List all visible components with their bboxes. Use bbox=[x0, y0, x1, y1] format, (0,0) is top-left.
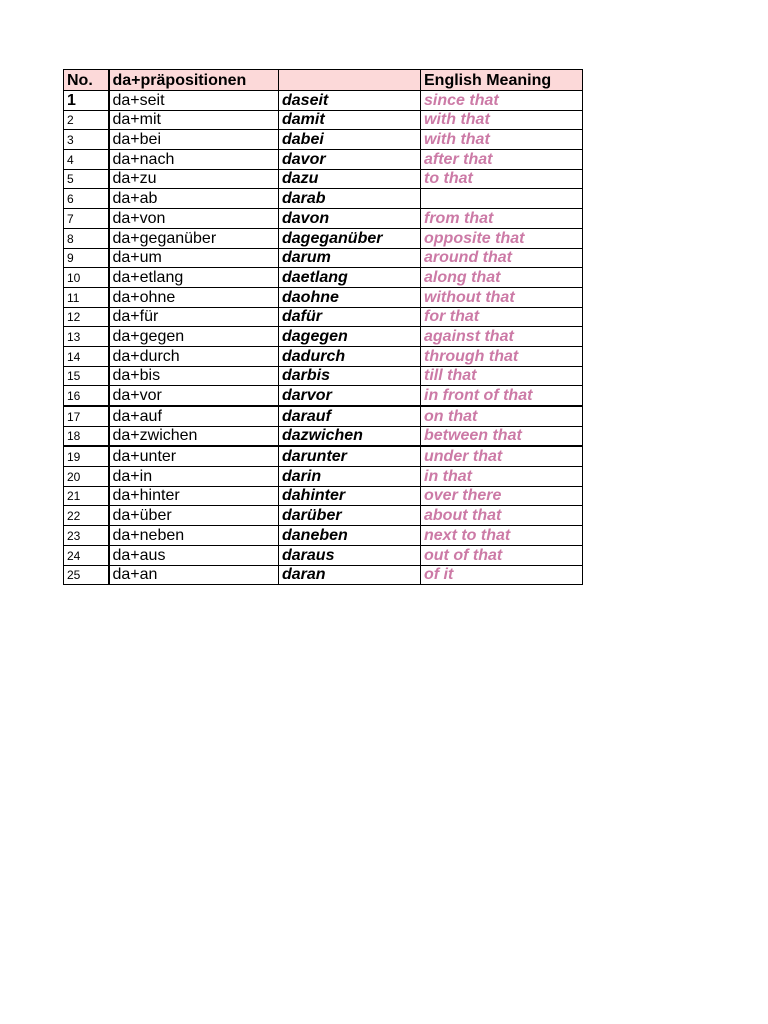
row-da-word: damit bbox=[279, 110, 421, 130]
row-number: 11 bbox=[64, 287, 109, 307]
row-da-word: darauf bbox=[279, 406, 421, 426]
table-row bbox=[64, 426, 583, 446]
row-number: 17 bbox=[64, 406, 109, 426]
row-preposition: da+um bbox=[109, 248, 279, 268]
table-row bbox=[64, 169, 583, 189]
row-english-meaning: through that bbox=[421, 346, 583, 366]
row-da-word: daseit bbox=[279, 91, 421, 111]
header-prepositions: da+präpositionen bbox=[109, 70, 279, 91]
row-preposition: da+bei bbox=[109, 130, 279, 150]
row-english-meaning: over there bbox=[421, 486, 583, 506]
row-da-word: dadurch bbox=[279, 346, 421, 366]
row-da-word: darüber bbox=[279, 506, 421, 526]
table-row bbox=[64, 446, 583, 466]
row-english-meaning: under that bbox=[421, 446, 583, 466]
table-row bbox=[64, 545, 583, 565]
row-preposition: da+auf bbox=[109, 406, 279, 426]
row-number: 15 bbox=[64, 366, 109, 386]
row-number: 22 bbox=[64, 506, 109, 526]
table-row bbox=[64, 150, 583, 170]
row-number: 24 bbox=[64, 545, 109, 565]
row-preposition: da+ab bbox=[109, 189, 279, 209]
row-preposition: da+seit bbox=[109, 91, 279, 111]
prepositions-table bbox=[63, 69, 583, 585]
row-preposition: da+an bbox=[109, 565, 279, 585]
header-english-meaning: English Meaning bbox=[421, 70, 583, 91]
row-preposition: da+bis bbox=[109, 366, 279, 386]
row-number: 9 bbox=[64, 248, 109, 268]
row-da-word: dazu bbox=[279, 169, 421, 189]
row-preposition: da+etlang bbox=[109, 268, 279, 288]
row-number: 5 bbox=[64, 169, 109, 189]
row-english-meaning: without that bbox=[421, 287, 583, 307]
row-number: 25 bbox=[64, 565, 109, 585]
row-english-meaning: for that bbox=[421, 307, 583, 327]
table-header-row bbox=[64, 70, 583, 91]
row-da-word: daraus bbox=[279, 545, 421, 565]
table-row bbox=[64, 565, 583, 585]
row-number: 10 bbox=[64, 268, 109, 288]
row-da-word: dageganüber bbox=[279, 228, 421, 248]
row-english-meaning: in that bbox=[421, 467, 583, 487]
table-row bbox=[64, 228, 583, 248]
table-row bbox=[64, 268, 583, 288]
row-english-meaning: on that bbox=[421, 406, 583, 426]
row-number: 16 bbox=[64, 386, 109, 406]
row-number: 21 bbox=[64, 486, 109, 506]
row-da-word: daetlang bbox=[279, 268, 421, 288]
table-row bbox=[64, 307, 583, 327]
row-english-meaning: till that bbox=[421, 366, 583, 386]
row-english-meaning: with that bbox=[421, 130, 583, 150]
table-row bbox=[64, 526, 583, 546]
row-da-word: darum bbox=[279, 248, 421, 268]
row-preposition: da+neben bbox=[109, 526, 279, 546]
row-english-meaning: around that bbox=[421, 248, 583, 268]
row-preposition: da+ohne bbox=[109, 287, 279, 307]
row-da-word: dabei bbox=[279, 130, 421, 150]
row-da-word: davor bbox=[279, 150, 421, 170]
row-da-word: darin bbox=[279, 467, 421, 487]
row-number: 23 bbox=[64, 526, 109, 546]
header-blank bbox=[279, 70, 421, 91]
table-row bbox=[64, 486, 583, 506]
row-preposition: da+durch bbox=[109, 346, 279, 366]
row-number: 8 bbox=[64, 228, 109, 248]
row-number: 7 bbox=[64, 209, 109, 229]
row-preposition: da+geganüber bbox=[109, 228, 279, 248]
row-number: 18 bbox=[64, 426, 109, 446]
row-english-meaning: along that bbox=[421, 268, 583, 288]
row-da-word: darvor bbox=[279, 386, 421, 406]
table-row bbox=[64, 287, 583, 307]
table-row bbox=[64, 386, 583, 406]
row-da-word: darbis bbox=[279, 366, 421, 386]
row-da-word: dahinter bbox=[279, 486, 421, 506]
table-row bbox=[64, 346, 583, 366]
row-preposition: da+hinter bbox=[109, 486, 279, 506]
row-da-word: davon bbox=[279, 209, 421, 229]
row-english-meaning: to that bbox=[421, 169, 583, 189]
row-preposition: da+gegen bbox=[109, 327, 279, 347]
row-number: 19 bbox=[64, 446, 109, 466]
table-row bbox=[64, 91, 583, 111]
row-da-word: dagegen bbox=[279, 327, 421, 347]
row-english-meaning: of it bbox=[421, 565, 583, 585]
row-preposition: da+in bbox=[109, 467, 279, 487]
row-preposition: da+zwichen bbox=[109, 426, 279, 446]
row-english-meaning bbox=[421, 189, 583, 209]
row-preposition: da+aus bbox=[109, 545, 279, 565]
table-row bbox=[64, 467, 583, 487]
row-english-meaning: in front of that bbox=[421, 386, 583, 406]
table-row bbox=[64, 366, 583, 386]
row-number: 14 bbox=[64, 346, 109, 366]
row-english-meaning: about that bbox=[421, 506, 583, 526]
row-number: 2 bbox=[64, 110, 109, 130]
row-english-meaning: from that bbox=[421, 209, 583, 229]
row-number: 6 bbox=[64, 189, 109, 209]
header-no: No. bbox=[64, 70, 109, 91]
row-number: 4 bbox=[64, 150, 109, 170]
row-preposition: da+vor bbox=[109, 386, 279, 406]
row-english-meaning: against that bbox=[421, 327, 583, 347]
row-preposition: da+von bbox=[109, 209, 279, 229]
row-da-word: dazwichen bbox=[279, 426, 421, 446]
row-number: 20 bbox=[64, 467, 109, 487]
row-preposition: da+nach bbox=[109, 150, 279, 170]
row-number: 3 bbox=[64, 130, 109, 150]
row-da-word: daohne bbox=[279, 287, 421, 307]
row-preposition: da+zu bbox=[109, 169, 279, 189]
table-row bbox=[64, 110, 583, 130]
table-row bbox=[64, 327, 583, 347]
table-row bbox=[64, 506, 583, 526]
table-row bbox=[64, 406, 583, 426]
row-english-meaning: after that bbox=[421, 150, 583, 170]
table-row bbox=[64, 130, 583, 150]
row-number: 1 bbox=[64, 91, 109, 111]
row-da-word: daneben bbox=[279, 526, 421, 546]
row-english-meaning: with that bbox=[421, 110, 583, 130]
row-english-meaning: since that bbox=[421, 91, 583, 111]
row-preposition: da+für bbox=[109, 307, 279, 327]
row-preposition: da+unter bbox=[109, 446, 279, 466]
row-da-word: dafür bbox=[279, 307, 421, 327]
row-preposition: da+über bbox=[109, 506, 279, 526]
row-number: 12 bbox=[64, 307, 109, 327]
table-row bbox=[64, 209, 583, 229]
row-english-meaning: opposite that bbox=[421, 228, 583, 248]
row-number: 13 bbox=[64, 327, 109, 347]
row-da-word: darunter bbox=[279, 446, 421, 466]
row-english-meaning: between that bbox=[421, 426, 583, 446]
row-english-meaning: out of that bbox=[421, 545, 583, 565]
row-english-meaning: next to that bbox=[421, 526, 583, 546]
row-da-word: daran bbox=[279, 565, 421, 585]
table-row bbox=[64, 248, 583, 268]
row-da-word: darab bbox=[279, 189, 421, 209]
table-row bbox=[64, 189, 583, 209]
row-preposition: da+mit bbox=[109, 110, 279, 130]
